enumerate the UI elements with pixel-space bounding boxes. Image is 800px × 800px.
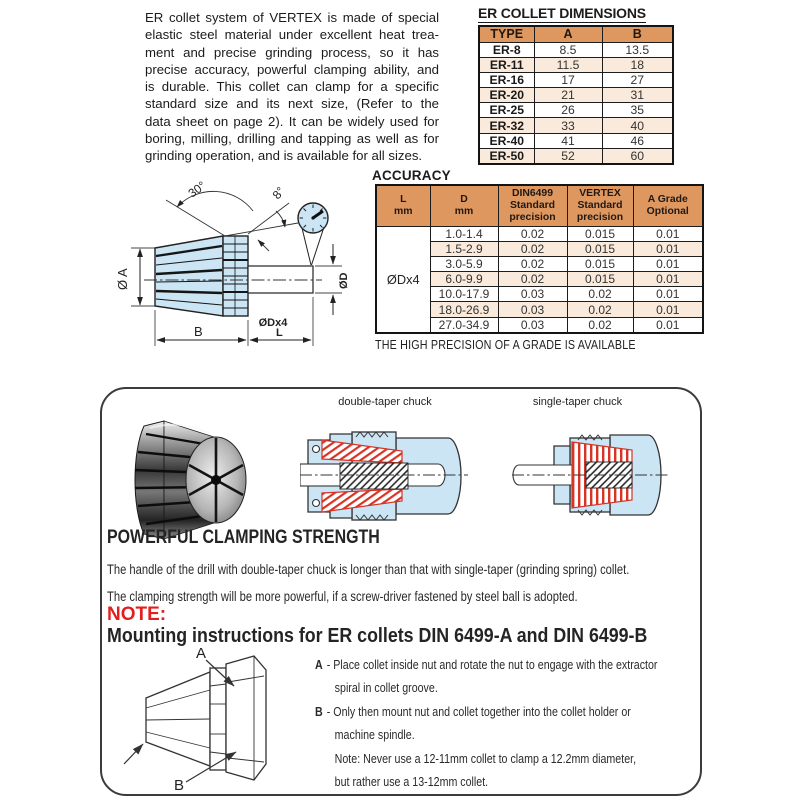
cell-a: 33 xyxy=(534,118,602,133)
cell-b: 35 xyxy=(602,103,673,118)
cell-a: 21 xyxy=(534,88,602,103)
mount-label-a: A xyxy=(196,645,207,662)
col-header-din: DIN6499 Standard precision xyxy=(498,185,567,226)
table-row xyxy=(479,133,673,148)
mount-label-b: B xyxy=(174,777,185,792)
dimensions-title: ER COLLET DIMENSIONS xyxy=(478,5,646,21)
cell-b: 18 xyxy=(602,57,673,72)
collet-ring-band xyxy=(210,668,226,770)
cell-b: 13.5 xyxy=(602,42,673,57)
double-taper-chuck-diagram xyxy=(300,428,470,523)
angle-label-30: 30° xyxy=(185,178,209,201)
cell-agrade: 0.01 xyxy=(633,226,703,241)
cell-a: 8.5 xyxy=(534,42,602,57)
cell-vertex: 0.02 xyxy=(567,317,633,333)
cell-agrade: 0.01 xyxy=(633,317,703,333)
cell-b: 60 xyxy=(602,148,673,164)
cell-vertex: 0.02 xyxy=(567,287,633,302)
cell-a: 26 xyxy=(534,103,602,118)
col-header-a: A xyxy=(534,26,602,42)
cell-d-range: 10.0-17.9 xyxy=(430,287,498,302)
instruction-line: spiral in collet groove. xyxy=(334,680,438,696)
dial-indicator xyxy=(298,203,328,265)
instruction-line: Note: Never use a 12-11mm collet to clamp a 12.2mm diameter, xyxy=(334,750,637,766)
mounting-instructions xyxy=(315,653,733,793)
table-row xyxy=(376,226,703,241)
intro-line: is durable. This collet can clamp for a specific xyxy=(145,79,439,95)
workpiece-shaft xyxy=(248,266,313,293)
cell-d-range: 1.5-2.9 xyxy=(430,241,498,256)
cell-agrade: 0.01 xyxy=(633,287,703,302)
dim-label-dx4: ØDx4 xyxy=(258,317,288,329)
cell-type: ER-20 xyxy=(479,88,534,103)
clamped-section xyxy=(340,463,408,489)
cell-din: 0.03 xyxy=(498,317,567,333)
cell-d-range: 27.0-34.9 xyxy=(430,317,498,333)
cell-type: ER-50 xyxy=(479,148,534,164)
double-taper-chuck-label: double-taper chuck xyxy=(338,396,432,408)
table-row xyxy=(479,103,673,118)
cell-vertex: 0.015 xyxy=(567,226,633,241)
cell-a: 17 xyxy=(534,72,602,87)
cell-type: ER-25 xyxy=(479,103,534,118)
angle-label-8: 8° xyxy=(269,184,288,202)
cell-type: ER-11 xyxy=(479,57,534,72)
collet-photo xyxy=(122,418,258,542)
intro-line: precise accuracy, powerful clamping ability, and xyxy=(145,61,439,77)
cell-din: 0.02 xyxy=(498,272,567,287)
cell-b: 46 xyxy=(602,133,673,148)
table-row xyxy=(479,118,673,133)
mounting-diagram xyxy=(122,642,312,792)
instruction-line: A - Place collet inside nut and rotate the nut to engage with the extractor xyxy=(315,657,658,672)
col-header-l: L mm xyxy=(376,185,430,226)
single-taper-chuck-label: single-taper chuck xyxy=(532,396,623,408)
cell-type: ER-40 xyxy=(479,133,534,148)
cell-din: 0.03 xyxy=(498,302,567,317)
body-line: The handle of the drill with double-taper chuck is longer than that with single-taper (grinding spring) collet. xyxy=(107,561,630,577)
cell-b: 27 xyxy=(602,72,673,87)
cell-din: 0.03 xyxy=(498,287,567,302)
cell-d-range: 18.0-26.9 xyxy=(430,302,498,317)
cell-a: 52 xyxy=(534,148,602,164)
col-header-type: TYPE xyxy=(479,26,534,42)
intro-line: standard size and its next size, (Refer to the xyxy=(145,96,439,112)
dim-label-dia-d: ØD xyxy=(338,272,350,289)
table-row xyxy=(479,42,673,57)
intro-line: grinding operation, and is available for all sizes. xyxy=(145,148,423,164)
mounting-instructions-heading: Mounting instructions for ER collets DIN 6499-A and DIN 6499-B xyxy=(107,625,648,647)
accuracy-header-row xyxy=(376,185,703,226)
collet-technical-drawing xyxy=(20,170,370,358)
dimensions-header-row xyxy=(479,26,673,42)
single-taper-chuck-diagram xyxy=(512,432,672,518)
cell-a: 11.5 xyxy=(534,57,602,72)
intro-line: ment and precise grinding process, so it has xyxy=(145,44,439,60)
cell-d-range: 6.0-9.9 xyxy=(430,272,498,287)
col-header-vertex: VERTEX Standard precision xyxy=(567,185,633,226)
col-header-b: B xyxy=(602,26,673,42)
cell-agrade: 0.01 xyxy=(633,256,703,271)
cell-vertex: 0.02 xyxy=(567,302,633,317)
body-line: The clamping strength will be more powerful, if a screw-driver fastened by steel ball is adopted. xyxy=(107,588,578,604)
cell-agrade: 0.01 xyxy=(633,272,703,287)
cell-type: ER-32 xyxy=(479,118,534,133)
cell-b: 31 xyxy=(602,88,673,103)
dim-label-b: B xyxy=(194,324,203,339)
cell-row-label: ØDx4 xyxy=(376,226,430,333)
dimensions-table xyxy=(478,25,674,165)
dimensions-section xyxy=(478,5,674,165)
clamping-body-text xyxy=(107,556,760,610)
note-label: NOTE: xyxy=(107,604,167,625)
dim-label-dia-a: Ø A xyxy=(115,268,130,290)
intro-line: data sheet on page 2). It can be widely used for xyxy=(145,113,439,129)
cell-vertex: 0.015 xyxy=(567,256,633,271)
cell-agrade: 0.01 xyxy=(633,241,703,256)
instruction-line: but rather use a 13-12mm collet. xyxy=(334,774,489,790)
dim-label-l: L xyxy=(276,327,283,339)
cell-agrade: 0.01 xyxy=(633,302,703,317)
accuracy-title: ACCURACY xyxy=(372,168,451,183)
cell-d-range: 1.0-1.4 xyxy=(430,226,498,241)
cell-din: 0.02 xyxy=(498,256,567,271)
cell-vertex: 0.015 xyxy=(567,272,633,287)
table-row xyxy=(479,148,673,164)
cell-type: ER-8 xyxy=(479,42,534,57)
table-row xyxy=(479,88,673,103)
cell-b: 40 xyxy=(602,118,673,133)
intro-line: ER collet system of VERTEX is made of special xyxy=(145,10,439,25)
cell-din: 0.02 xyxy=(498,226,567,241)
accuracy-table xyxy=(375,184,704,334)
col-header-d: D mm xyxy=(430,185,498,226)
col-header-agrade: A Grade Optional xyxy=(633,185,703,226)
table-row xyxy=(479,72,673,87)
accuracy-footnote: THE HIGH PRECISION OF A GRADE IS AVAILABLE xyxy=(375,338,636,352)
intro-paragraph xyxy=(145,9,439,165)
cell-type: ER-16 xyxy=(479,72,534,87)
cell-a: 41 xyxy=(534,133,602,148)
intro-line: boring, milling, drilling and tapping as well as for xyxy=(145,131,439,147)
intro-line: elastic steel material under excellent heat trea- xyxy=(145,27,439,43)
table-row xyxy=(479,57,673,72)
instruction-line: machine spindle. xyxy=(334,727,415,743)
cell-d-range: 3.0-5.9 xyxy=(430,256,498,271)
clamping-heading: POWERFUL CLAMPING STRENGTH xyxy=(107,527,380,548)
instruction-line: B - Only then mount nut and collet together into the collet holder or xyxy=(315,703,631,719)
cell-din: 0.02 xyxy=(498,241,567,256)
cell-vertex: 0.015 xyxy=(567,241,633,256)
